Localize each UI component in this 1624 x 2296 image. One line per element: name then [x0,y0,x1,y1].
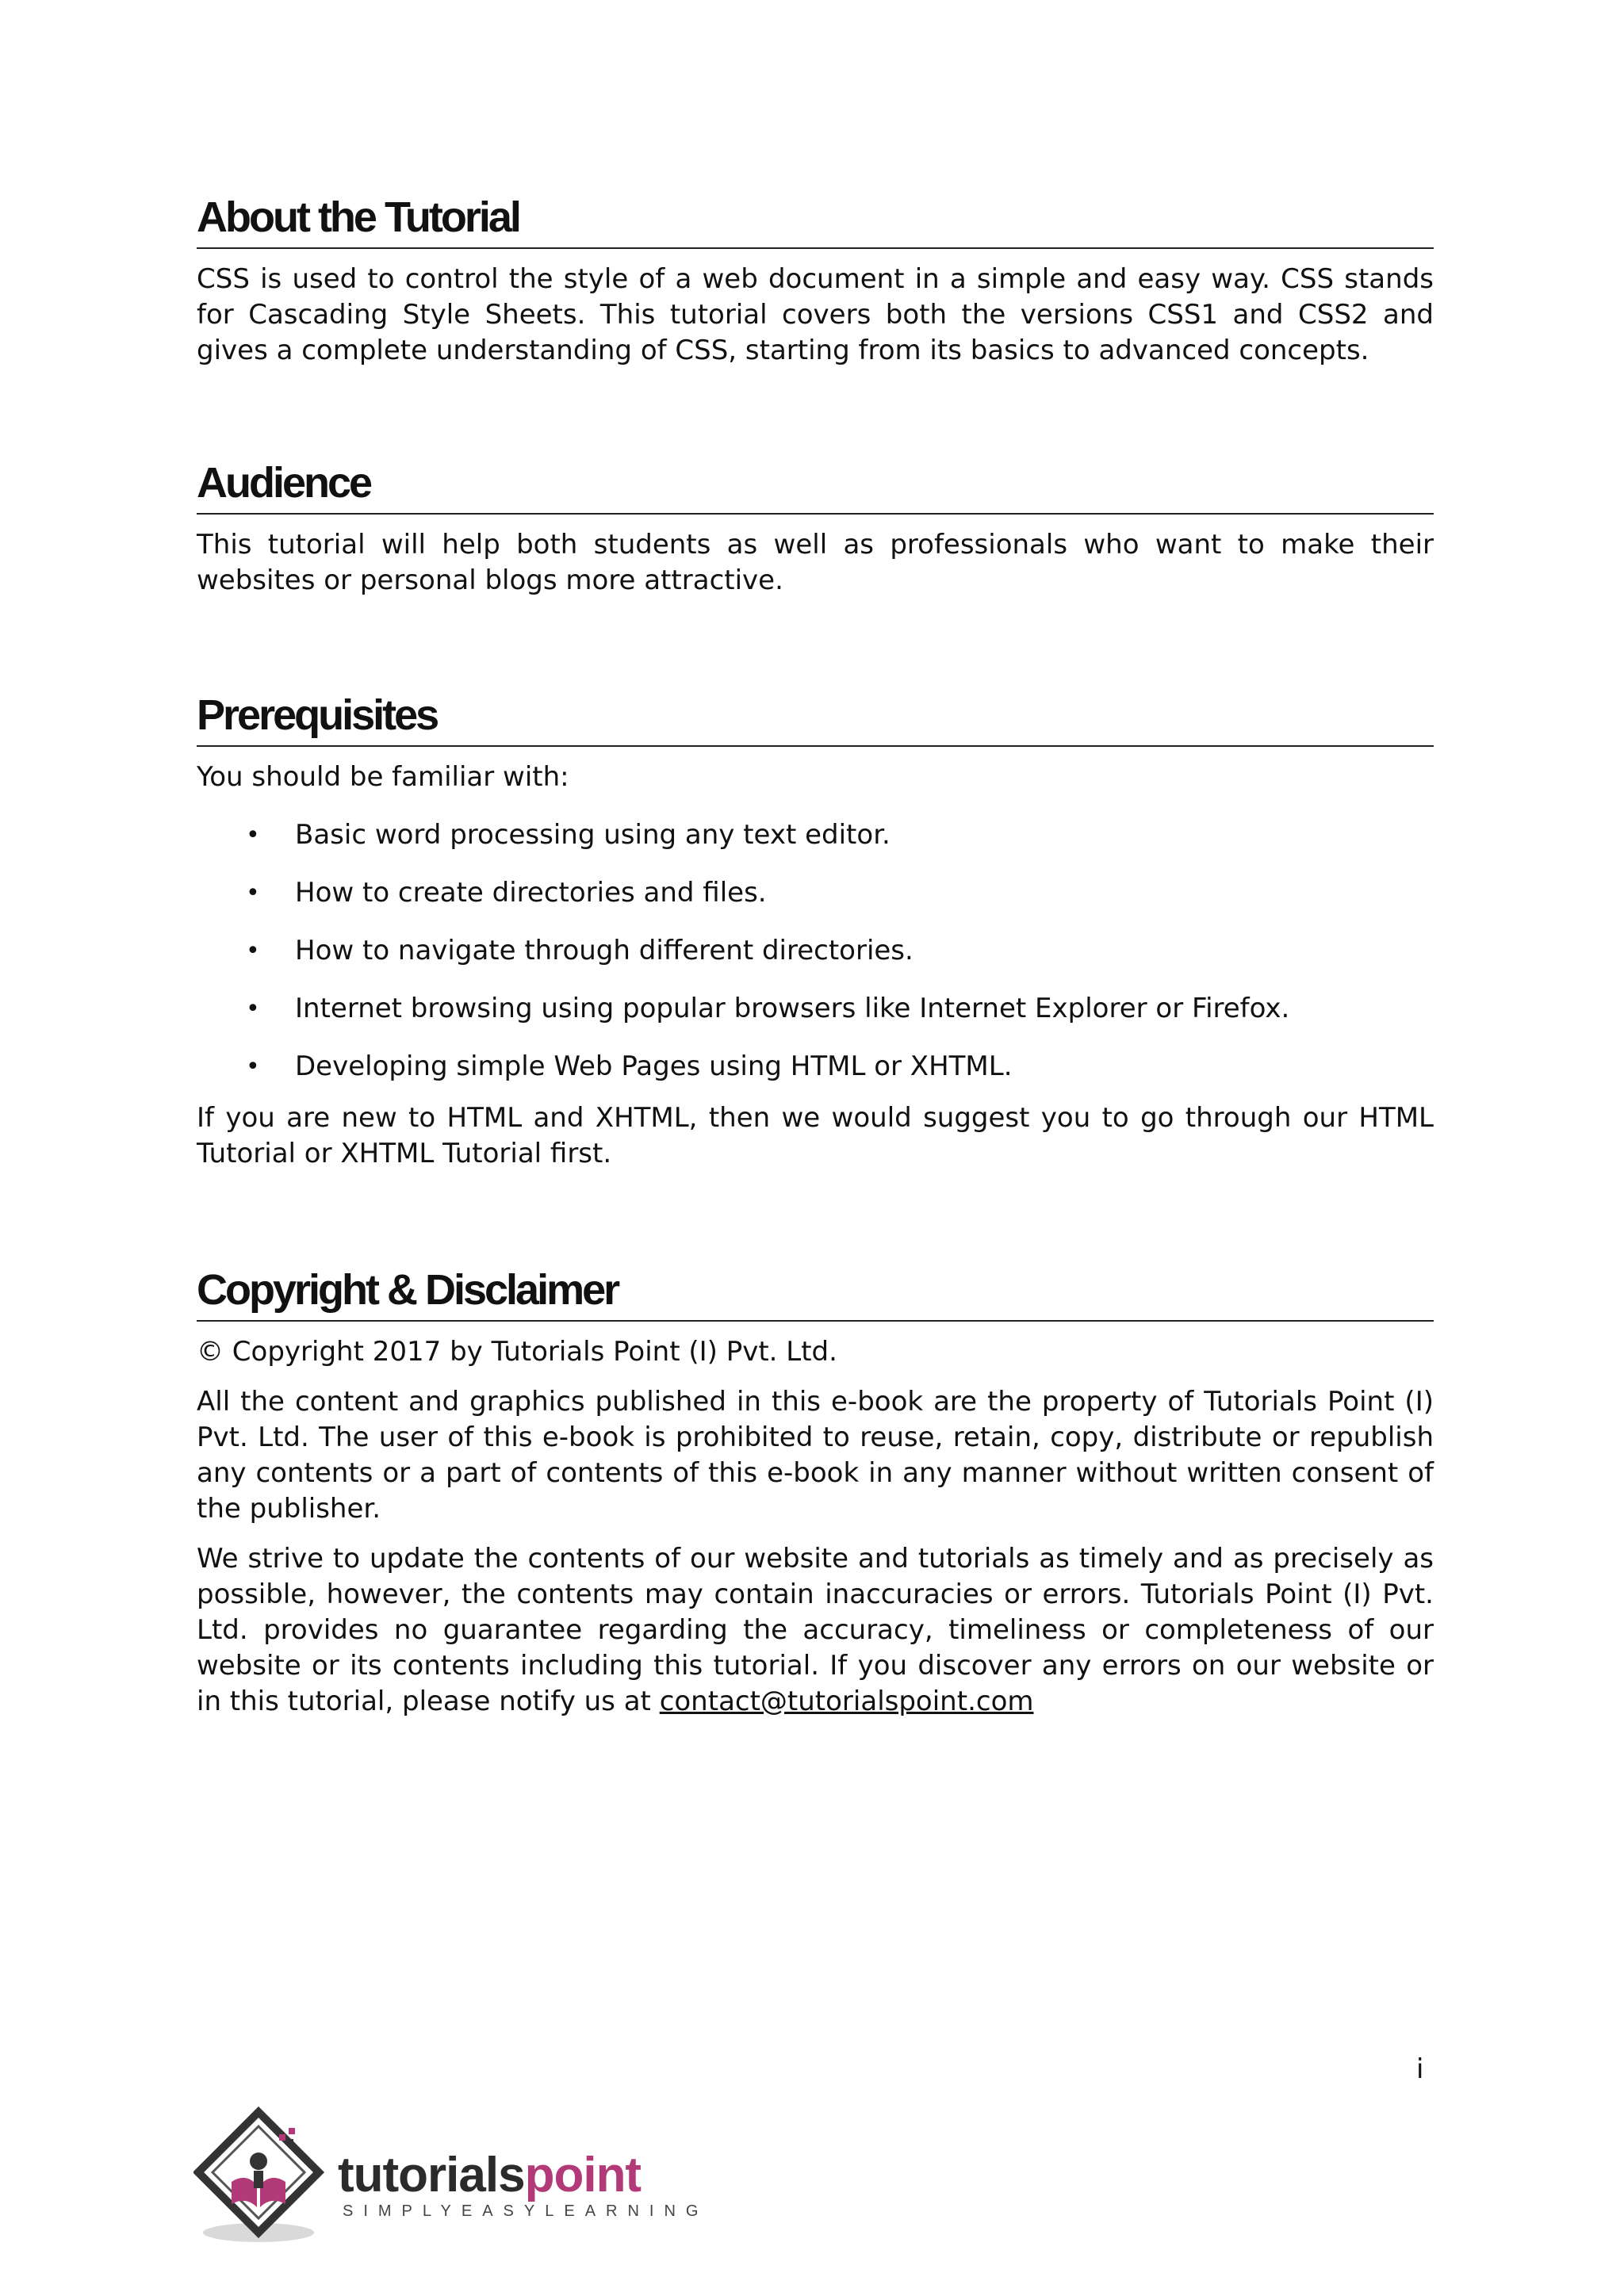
logo-emblem-icon [193,2106,344,2248]
list-item: • Basic word processing using any text editor. [197,817,1434,853]
prerequisites-outro: If you are new to HTML and XHTML, then we would suggest you to go through our HTML Tutorial or XHTML Tutorial first. [197,1102,1434,1169]
prerequisites-list [197,817,1434,1085]
copyright-paragraph-1: All the content and graphics published in this e-book are the property of Tutorials Point (I) Pvt. Ltd. The user of this e-book is prohibited to reuse, retain, copy, distribute or republish any contents or a part of contents of this e-book in any manner without written consent of the publisher. [197,1386,1434,1525]
logo-wordmark: tutorialspoint [338,2148,642,2202]
copyright-notice: © Copyright 2017 by Tutorials Point (I) Pvt. Ltd. [197,1336,837,1368]
page-number: i [1416,2053,1424,2085]
tutorialspoint-logo [193,2106,709,2248]
prerequisites-intro: You should be familiar with: [197,761,569,793]
section-title-audience: Audience [197,454,1434,515]
copyright-paragraph-2 [197,1541,1434,1720]
list-item: • How to navigate through different directories. [197,933,1434,969]
section-title-copyright: Copyright & Disclaimer [197,1261,1434,1322]
section-copyright [197,1261,1434,1720]
list-item: • Developing simple Web Pages using HTML or XHTML. [197,1049,1434,1085]
bullet-icon: • [246,879,260,907]
bullet-icon: • [246,995,260,1023]
section-about [197,189,1434,369]
bullet-icon: • [246,1053,260,1081]
bullet-icon: • [246,821,260,849]
disclaimer-text: We strive to update the contents of our website and tutorials as timely and as precisely as possible, however, the contents may contain inaccuracies or errors. Tutorials Point (I) Pvt. Ltd. provides no guarantee regarding the accuracy, timeliness or completeness of our website or its contents including this tutorial. If you discover any errors on our website or in this tutorial, please notify us at [197,1543,1434,1717]
list-item: • Internet browsing using popular browsers like Internet Explorer or Firefox. [197,991,1434,1027]
audience-paragraph: This tutorial will help both students as well as professionals who want to make their websites or personal blogs more attractive. [197,529,1434,596]
section-title-prerequisites: Prerequisites [197,687,1434,747]
section-title-about: About the Tutorial [197,189,1434,249]
page-content [197,189,1434,1720]
list-item: • How to create directories and files. [197,875,1434,911]
about-paragraph: CSS is used to control the style of a web document in a simple and easy way. CSS stands for Cascading Style Sheets. This tutorial covers both the versions CSS1 and CSS2 and gives a complete understanding of CSS, starting from its basics to advanced concepts. [197,263,1434,366]
section-audience [197,454,1434,599]
contact-email-link[interactable]: contact@tutorialspoint.com [659,1686,1034,1717]
bullet-icon: • [246,937,260,965]
section-prerequisites [197,687,1434,1172]
logo-tagline: SIMPLYEASYLEARNING [343,2202,709,2220]
